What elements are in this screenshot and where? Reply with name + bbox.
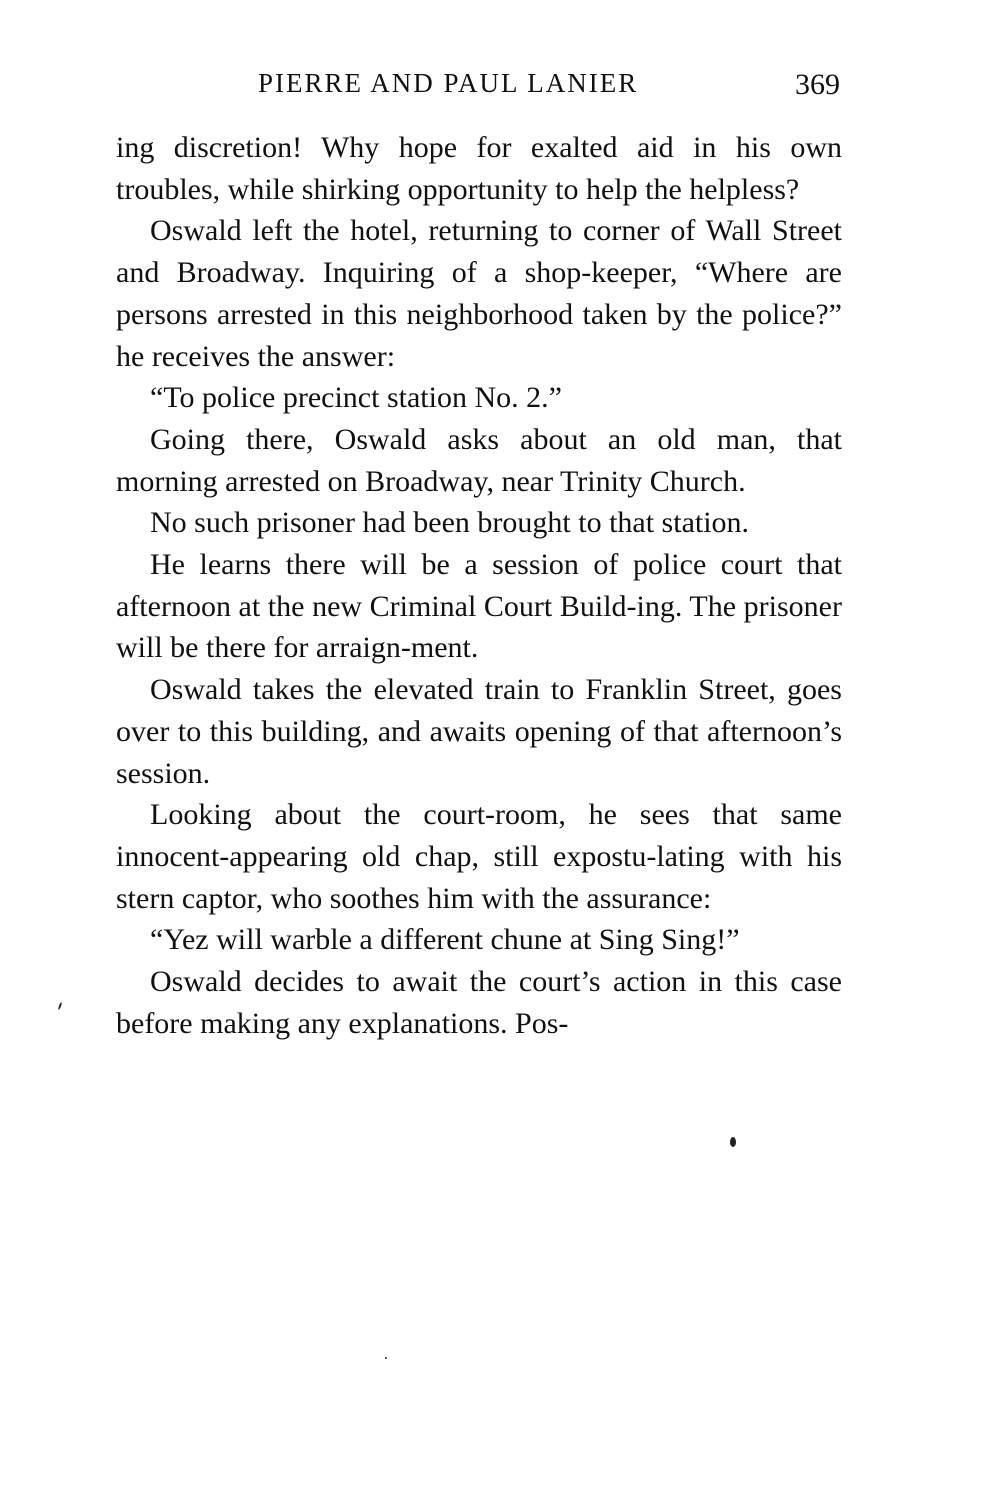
page-number: 369 bbox=[795, 68, 840, 101]
paragraph: Looking about the court-room, he sees that same innocent-appearing old chap, still expostu-lating with his stern captor, who soothes him with the assurance: bbox=[116, 798, 842, 915]
body-text bbox=[116, 127, 842, 1044]
paragraph: ing discretion! Why hope for exalted aid in his own troubles, while shirking opportunity to help the helpless? bbox=[116, 131, 842, 206]
paragraph: Going there, Oswald asks about an old man, that morning arrested on Broadway, near Trinity Church. bbox=[116, 422, 842, 498]
paragraph: Oswald takes the elevated train to Franklin Street, goes over to this building, and awaits opening of that afternoon’s session. bbox=[116, 673, 842, 790]
paragraph: He learns there will be a session of police court that afternoon at the new Criminal Court Build-ing. The prisoner will be there for arraign-ment. bbox=[116, 548, 842, 665]
ink-speck bbox=[58, 1002, 63, 1010]
paragraph: Oswald decides to await the court’s action in this case before making any explanations. Pos- bbox=[116, 965, 842, 1040]
running-header bbox=[0, 68, 1000, 108]
ink-speck bbox=[385, 1357, 387, 1359]
ink-speck bbox=[730, 1137, 736, 1147]
running-title: PIERRE AND PAUL LANIER bbox=[258, 68, 639, 98]
paragraph: Oswald left the hotel, returning to corner of Wall Street and Broadway. Inquiring of a shop-keeper, “Where are persons arrested in this neighborhood taken by the police?” he receives the answer: bbox=[116, 214, 842, 373]
paragraph: No such prisoner had been brought to that station. bbox=[150, 506, 750, 540]
paragraph: “To police precinct station No. 2.” bbox=[150, 381, 562, 415]
paragraph: “Yez will warble a different chune at Sing Sing!” bbox=[150, 923, 740, 957]
